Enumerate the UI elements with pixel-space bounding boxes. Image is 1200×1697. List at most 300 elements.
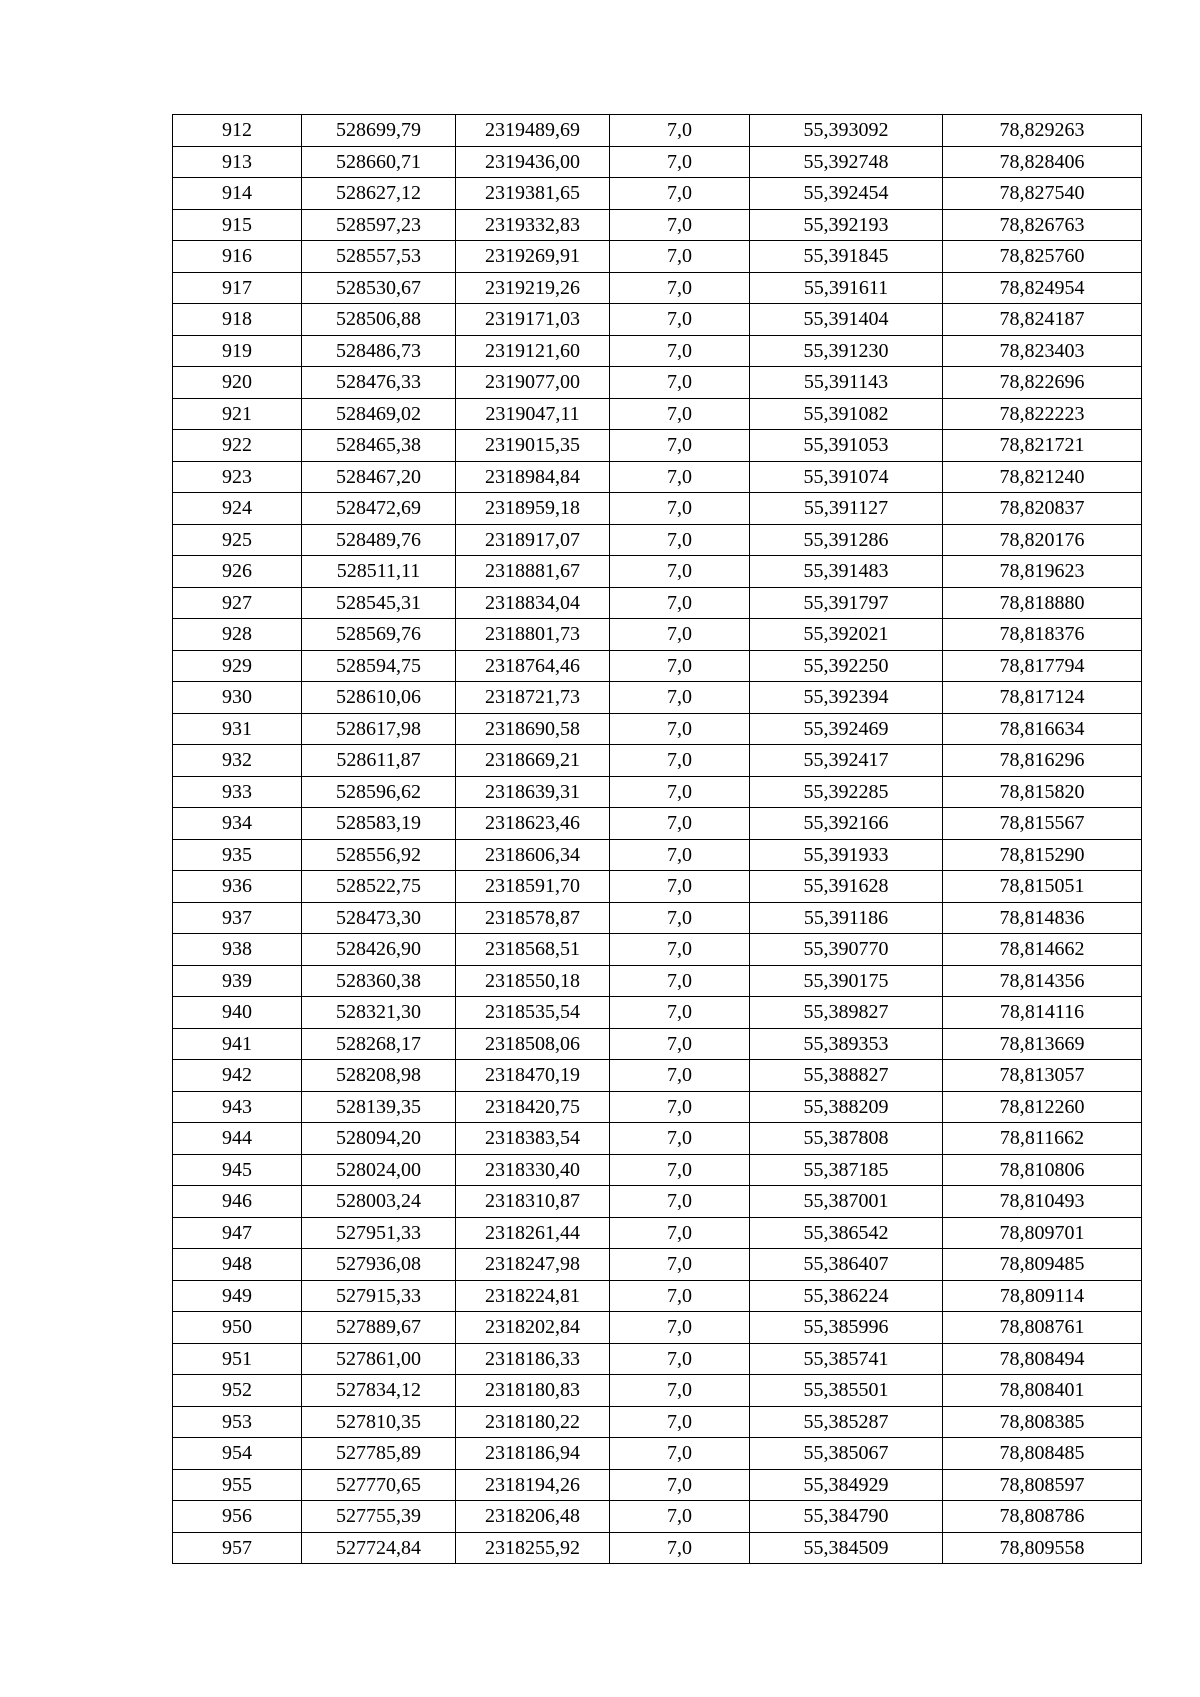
latitude-cell: 55,386407: [750, 1249, 943, 1281]
x-coordinate-cell: 528506,88: [302, 304, 456, 336]
table-row: [173, 1375, 1142, 1407]
point-number-cell: 930: [173, 682, 302, 714]
longitude-cell: 78,811662: [943, 1123, 1142, 1155]
longitude-cell: 78,814356: [943, 965, 1142, 997]
longitude-cell: 78,824954: [943, 272, 1142, 304]
point-number-cell: 912: [173, 115, 302, 147]
point-number-cell: 921: [173, 398, 302, 430]
x-coordinate-cell: 527770,65: [302, 1469, 456, 1501]
table-row: [173, 209, 1142, 241]
value-cell: 7,0: [610, 304, 750, 336]
x-coordinate-cell: 528489,76: [302, 524, 456, 556]
x-coordinate-cell: 528511,11: [302, 556, 456, 588]
value-cell: 7,0: [610, 997, 750, 1029]
latitude-cell: 55,392285: [750, 776, 943, 808]
latitude-cell: 55,389353: [750, 1028, 943, 1060]
point-number-cell: 915: [173, 209, 302, 241]
latitude-cell: 55,392250: [750, 650, 943, 682]
value-cell: 7,0: [610, 1280, 750, 1312]
value-cell: 7,0: [610, 839, 750, 871]
point-number-cell: 926: [173, 556, 302, 588]
value-cell: 7,0: [610, 1469, 750, 1501]
x-coordinate-cell: 528426,90: [302, 934, 456, 966]
longitude-cell: 78,815820: [943, 776, 1142, 808]
point-number-cell: 923: [173, 461, 302, 493]
table-row: [173, 430, 1142, 462]
y-coordinate-cell: 2318639,31: [456, 776, 610, 808]
longitude-cell: 78,823403: [943, 335, 1142, 367]
longitude-cell: 78,809114: [943, 1280, 1142, 1312]
value-cell: 7,0: [610, 1060, 750, 1092]
longitude-cell: 78,825760: [943, 241, 1142, 273]
point-number-cell: 934: [173, 808, 302, 840]
point-number-cell: 916: [173, 241, 302, 273]
x-coordinate-cell: 528617,98: [302, 713, 456, 745]
value-cell: 7,0: [610, 1312, 750, 1344]
x-coordinate-cell: 528660,71: [302, 146, 456, 178]
point-number-cell: 950: [173, 1312, 302, 1344]
value-cell: 7,0: [610, 1343, 750, 1375]
latitude-cell: 55,391483: [750, 556, 943, 588]
latitude-cell: 55,392394: [750, 682, 943, 714]
y-coordinate-cell: 2318690,58: [456, 713, 610, 745]
y-coordinate-cell: 2318606,34: [456, 839, 610, 871]
x-coordinate-cell: 528557,53: [302, 241, 456, 273]
latitude-cell: 55,391082: [750, 398, 943, 430]
y-coordinate-cell: 2319015,35: [456, 430, 610, 462]
latitude-cell: 55,391127: [750, 493, 943, 525]
x-coordinate-cell: 528530,67: [302, 272, 456, 304]
x-coordinate-cell: 528486,73: [302, 335, 456, 367]
x-coordinate-cell: 528611,87: [302, 745, 456, 777]
point-number-cell: 954: [173, 1438, 302, 1470]
point-number-cell: 935: [173, 839, 302, 871]
longitude-cell: 78,821721: [943, 430, 1142, 462]
y-coordinate-cell: 2318764,46: [456, 650, 610, 682]
y-coordinate-cell: 2319047,11: [456, 398, 610, 430]
table-row: [173, 934, 1142, 966]
table-row: [173, 241, 1142, 273]
y-coordinate-cell: 2318984,84: [456, 461, 610, 493]
x-coordinate-cell: 528208,98: [302, 1060, 456, 1092]
x-coordinate-cell: 527861,00: [302, 1343, 456, 1375]
latitude-cell: 55,392193: [750, 209, 943, 241]
latitude-cell: 55,392021: [750, 619, 943, 651]
table-row: [173, 461, 1142, 493]
x-coordinate-cell: 528467,20: [302, 461, 456, 493]
point-number-cell: 927: [173, 587, 302, 619]
y-coordinate-cell: 2318669,21: [456, 745, 610, 777]
y-coordinate-cell: 2318568,51: [456, 934, 610, 966]
y-coordinate-cell: 2318508,06: [456, 1028, 610, 1060]
value-cell: 7,0: [610, 1217, 750, 1249]
longitude-cell: 78,829263: [943, 115, 1142, 147]
value-cell: 7,0: [610, 682, 750, 714]
value-cell: 7,0: [610, 713, 750, 745]
longitude-cell: 78,820837: [943, 493, 1142, 525]
longitude-cell: 78,824187: [943, 304, 1142, 336]
longitude-cell: 78,808485: [943, 1438, 1142, 1470]
latitude-cell: 55,387185: [750, 1154, 943, 1186]
point-number-cell: 956: [173, 1501, 302, 1533]
latitude-cell: 55,392454: [750, 178, 943, 210]
longitude-cell: 78,822696: [943, 367, 1142, 399]
table-row: [173, 556, 1142, 588]
y-coordinate-cell: 2318255,92: [456, 1532, 610, 1564]
y-coordinate-cell: 2318801,73: [456, 619, 610, 651]
longitude-cell: 78,812260: [943, 1091, 1142, 1123]
y-coordinate-cell: 2318224,81: [456, 1280, 610, 1312]
longitude-cell: 78,828406: [943, 146, 1142, 178]
point-number-cell: 920: [173, 367, 302, 399]
value-cell: 7,0: [610, 1501, 750, 1533]
value-cell: 7,0: [610, 1249, 750, 1281]
longitude-cell: 78,818376: [943, 619, 1142, 651]
coordinates-table-body: [173, 115, 1142, 1564]
longitude-cell: 78,809701: [943, 1217, 1142, 1249]
value-cell: 7,0: [610, 178, 750, 210]
table-row: [173, 1091, 1142, 1123]
x-coordinate-cell: 528699,79: [302, 115, 456, 147]
x-coordinate-cell: 527951,33: [302, 1217, 456, 1249]
point-number-cell: 922: [173, 430, 302, 462]
value-cell: 7,0: [610, 556, 750, 588]
table-row: [173, 713, 1142, 745]
longitude-cell: 78,808786: [943, 1501, 1142, 1533]
point-number-cell: 951: [173, 1343, 302, 1375]
y-coordinate-cell: 2318330,40: [456, 1154, 610, 1186]
table-row: [173, 997, 1142, 1029]
value-cell: 7,0: [610, 209, 750, 241]
value-cell: 7,0: [610, 430, 750, 462]
longitude-cell: 78,816296: [943, 745, 1142, 777]
y-coordinate-cell: 2319219,26: [456, 272, 610, 304]
y-coordinate-cell: 2318917,07: [456, 524, 610, 556]
x-coordinate-cell: 528024,00: [302, 1154, 456, 1186]
x-coordinate-cell: 528003,24: [302, 1186, 456, 1218]
coordinates-table: [172, 114, 1142, 1564]
value-cell: 7,0: [610, 1091, 750, 1123]
x-coordinate-cell: 528473,30: [302, 902, 456, 934]
value-cell: 7,0: [610, 1375, 750, 1407]
latitude-cell: 55,390770: [750, 934, 943, 966]
x-coordinate-cell: 528597,23: [302, 209, 456, 241]
x-coordinate-cell: 528583,19: [302, 808, 456, 840]
latitude-cell: 55,386224: [750, 1280, 943, 1312]
x-coordinate-cell: 528627,12: [302, 178, 456, 210]
longitude-cell: 78,817124: [943, 682, 1142, 714]
table-row: [173, 1123, 1142, 1155]
point-number-cell: 946: [173, 1186, 302, 1218]
point-number-cell: 918: [173, 304, 302, 336]
value-cell: 7,0: [610, 619, 750, 651]
y-coordinate-cell: 2318202,84: [456, 1312, 610, 1344]
y-coordinate-cell: 2318881,67: [456, 556, 610, 588]
longitude-cell: 78,814836: [943, 902, 1142, 934]
longitude-cell: 78,820176: [943, 524, 1142, 556]
x-coordinate-cell: 528610,06: [302, 682, 456, 714]
latitude-cell: 55,384790: [750, 1501, 943, 1533]
y-coordinate-cell: 2319077,00: [456, 367, 610, 399]
value-cell: 7,0: [610, 808, 750, 840]
latitude-cell: 55,392748: [750, 146, 943, 178]
table-row: [173, 650, 1142, 682]
y-coordinate-cell: 2318206,48: [456, 1501, 610, 1533]
longitude-cell: 78,815567: [943, 808, 1142, 840]
x-coordinate-cell: 528545,31: [302, 587, 456, 619]
latitude-cell: 55,391074: [750, 461, 943, 493]
latitude-cell: 55,391053: [750, 430, 943, 462]
longitude-cell: 78,810493: [943, 1186, 1142, 1218]
longitude-cell: 78,818880: [943, 587, 1142, 619]
value-cell: 7,0: [610, 1406, 750, 1438]
y-coordinate-cell: 2318186,33: [456, 1343, 610, 1375]
latitude-cell: 55,391933: [750, 839, 943, 871]
point-number-cell: 917: [173, 272, 302, 304]
longitude-cell: 78,822223: [943, 398, 1142, 430]
value-cell: 7,0: [610, 965, 750, 997]
table-row: [173, 839, 1142, 871]
latitude-cell: 55,389827: [750, 997, 943, 1029]
longitude-cell: 78,821240: [943, 461, 1142, 493]
y-coordinate-cell: 2319171,03: [456, 304, 610, 336]
x-coordinate-cell: 528594,75: [302, 650, 456, 682]
point-number-cell: 957: [173, 1532, 302, 1564]
table-row: [173, 367, 1142, 399]
value-cell: 7,0: [610, 776, 750, 808]
latitude-cell: 55,391845: [750, 241, 943, 273]
latitude-cell: 55,393092: [750, 115, 943, 147]
point-number-cell: 941: [173, 1028, 302, 1060]
point-number-cell: 952: [173, 1375, 302, 1407]
latitude-cell: 55,388827: [750, 1060, 943, 1092]
value-cell: 7,0: [610, 1028, 750, 1060]
latitude-cell: 55,384509: [750, 1532, 943, 1564]
latitude-cell: 55,391186: [750, 902, 943, 934]
value-cell: 7,0: [610, 241, 750, 273]
x-coordinate-cell: 528569,76: [302, 619, 456, 651]
point-number-cell: 953: [173, 1406, 302, 1438]
x-coordinate-cell: 527936,08: [302, 1249, 456, 1281]
point-number-cell: 939: [173, 965, 302, 997]
point-number-cell: 949: [173, 1280, 302, 1312]
x-coordinate-cell: 527724,84: [302, 1532, 456, 1564]
value-cell: 7,0: [610, 115, 750, 147]
longitude-cell: 78,815290: [943, 839, 1142, 871]
table-row: [173, 1154, 1142, 1186]
latitude-cell: 55,392166: [750, 808, 943, 840]
table-row: [173, 272, 1142, 304]
point-number-cell: 931: [173, 713, 302, 745]
value-cell: 7,0: [610, 650, 750, 682]
table-row: [173, 1249, 1142, 1281]
table-row: [173, 1532, 1142, 1564]
y-coordinate-cell: 2319269,91: [456, 241, 610, 273]
table-row: [173, 146, 1142, 178]
latitude-cell: 55,385501: [750, 1375, 943, 1407]
latitude-cell: 55,390175: [750, 965, 943, 997]
point-number-cell: 936: [173, 871, 302, 903]
longitude-cell: 78,808385: [943, 1406, 1142, 1438]
table-row: [173, 1343, 1142, 1375]
value-cell: 7,0: [610, 461, 750, 493]
table-row: [173, 1186, 1142, 1218]
longitude-cell: 78,817794: [943, 650, 1142, 682]
y-coordinate-cell: 2318247,98: [456, 1249, 610, 1281]
point-number-cell: 937: [173, 902, 302, 934]
y-coordinate-cell: 2318623,46: [456, 808, 610, 840]
y-coordinate-cell: 2319121,60: [456, 335, 610, 367]
latitude-cell: 55,385287: [750, 1406, 943, 1438]
point-number-cell: 945: [173, 1154, 302, 1186]
latitude-cell: 55,388209: [750, 1091, 943, 1123]
y-coordinate-cell: 2318550,18: [456, 965, 610, 997]
longitude-cell: 78,815051: [943, 871, 1142, 903]
table-row: [173, 304, 1142, 336]
x-coordinate-cell: 528522,75: [302, 871, 456, 903]
table-row: [173, 1280, 1142, 1312]
point-number-cell: 943: [173, 1091, 302, 1123]
value-cell: 7,0: [610, 398, 750, 430]
y-coordinate-cell: 2318310,87: [456, 1186, 610, 1218]
longitude-cell: 78,819623: [943, 556, 1142, 588]
latitude-cell: 55,391404: [750, 304, 943, 336]
value-cell: 7,0: [610, 587, 750, 619]
point-number-cell: 955: [173, 1469, 302, 1501]
point-number-cell: 947: [173, 1217, 302, 1249]
y-coordinate-cell: 2319436,00: [456, 146, 610, 178]
longitude-cell: 78,816634: [943, 713, 1142, 745]
point-number-cell: 933: [173, 776, 302, 808]
x-coordinate-cell: 527810,35: [302, 1406, 456, 1438]
latitude-cell: 55,392469: [750, 713, 943, 745]
x-coordinate-cell: 527889,67: [302, 1312, 456, 1344]
x-coordinate-cell: 528556,92: [302, 839, 456, 871]
x-coordinate-cell: 528596,62: [302, 776, 456, 808]
table-row: [173, 1217, 1142, 1249]
table-row: [173, 902, 1142, 934]
table-row: [173, 1312, 1142, 1344]
table-row: [173, 1469, 1142, 1501]
point-number-cell: 919: [173, 335, 302, 367]
table-row: [173, 493, 1142, 525]
value-cell: 7,0: [610, 871, 750, 903]
table-row: [173, 1501, 1142, 1533]
x-coordinate-cell: 527915,33: [302, 1280, 456, 1312]
longitude-cell: 78,813057: [943, 1060, 1142, 1092]
longitude-cell: 78,826763: [943, 209, 1142, 241]
longitude-cell: 78,808597: [943, 1469, 1142, 1501]
point-number-cell: 940: [173, 997, 302, 1029]
point-number-cell: 914: [173, 178, 302, 210]
x-coordinate-cell: 527785,89: [302, 1438, 456, 1470]
longitude-cell: 78,813669: [943, 1028, 1142, 1060]
point-number-cell: 929: [173, 650, 302, 682]
table-row: [173, 682, 1142, 714]
y-coordinate-cell: 2318383,54: [456, 1123, 610, 1155]
point-number-cell: 948: [173, 1249, 302, 1281]
latitude-cell: 55,391286: [750, 524, 943, 556]
latitude-cell: 55,391143: [750, 367, 943, 399]
table-row: [173, 524, 1142, 556]
y-coordinate-cell: 2318591,70: [456, 871, 610, 903]
point-number-cell: 928: [173, 619, 302, 651]
value-cell: 7,0: [610, 902, 750, 934]
y-coordinate-cell: 2319332,83: [456, 209, 610, 241]
point-number-cell: 925: [173, 524, 302, 556]
latitude-cell: 55,387808: [750, 1123, 943, 1155]
y-coordinate-cell: 2318834,04: [456, 587, 610, 619]
latitude-cell: 55,387001: [750, 1186, 943, 1218]
value-cell: 7,0: [610, 1186, 750, 1218]
value-cell: 7,0: [610, 335, 750, 367]
table-row: [173, 776, 1142, 808]
value-cell: 7,0: [610, 493, 750, 525]
y-coordinate-cell: 2318180,22: [456, 1406, 610, 1438]
y-coordinate-cell: 2318959,18: [456, 493, 610, 525]
x-coordinate-cell: 528469,02: [302, 398, 456, 430]
table-row: [173, 871, 1142, 903]
longitude-cell: 78,809558: [943, 1532, 1142, 1564]
value-cell: 7,0: [610, 1154, 750, 1186]
latitude-cell: 55,386542: [750, 1217, 943, 1249]
x-coordinate-cell: 528360,38: [302, 965, 456, 997]
x-coordinate-cell: 528465,38: [302, 430, 456, 462]
table-row: [173, 398, 1142, 430]
y-coordinate-cell: 2318261,44: [456, 1217, 610, 1249]
x-coordinate-cell: 528139,35: [302, 1091, 456, 1123]
y-coordinate-cell: 2318194,26: [456, 1469, 610, 1501]
y-coordinate-cell: 2318578,87: [456, 902, 610, 934]
table-row: [173, 808, 1142, 840]
x-coordinate-cell: 528094,20: [302, 1123, 456, 1155]
value-cell: 7,0: [610, 1123, 750, 1155]
longitude-cell: 78,814662: [943, 934, 1142, 966]
latitude-cell: 55,391230: [750, 335, 943, 367]
value-cell: 7,0: [610, 1438, 750, 1470]
x-coordinate-cell: 528476,33: [302, 367, 456, 399]
point-number-cell: 942: [173, 1060, 302, 1092]
longitude-cell: 78,827540: [943, 178, 1142, 210]
x-coordinate-cell: 528472,69: [302, 493, 456, 525]
table-row: [173, 587, 1142, 619]
y-coordinate-cell: 2318721,73: [456, 682, 610, 714]
table-row: [173, 1406, 1142, 1438]
latitude-cell: 55,391628: [750, 871, 943, 903]
y-coordinate-cell: 2319381,65: [456, 178, 610, 210]
longitude-cell: 78,808494: [943, 1343, 1142, 1375]
longitude-cell: 78,808401: [943, 1375, 1142, 1407]
x-coordinate-cell: 528268,17: [302, 1028, 456, 1060]
longitude-cell: 78,809485: [943, 1249, 1142, 1281]
value-cell: 7,0: [610, 367, 750, 399]
x-coordinate-cell: 527755,39: [302, 1501, 456, 1533]
longitude-cell: 78,810806: [943, 1154, 1142, 1186]
table-row: [173, 1060, 1142, 1092]
latitude-cell: 55,384929: [750, 1469, 943, 1501]
value-cell: 7,0: [610, 524, 750, 556]
y-coordinate-cell: 2318186,94: [456, 1438, 610, 1470]
y-coordinate-cell: 2318420,75: [456, 1091, 610, 1123]
longitude-cell: 78,814116: [943, 997, 1142, 1029]
table-row: [173, 115, 1142, 147]
x-coordinate-cell: 527834,12: [302, 1375, 456, 1407]
y-coordinate-cell: 2319489,69: [456, 115, 610, 147]
latitude-cell: 55,392417: [750, 745, 943, 777]
table-row: [173, 335, 1142, 367]
table-row: [173, 1438, 1142, 1470]
point-number-cell: 913: [173, 146, 302, 178]
